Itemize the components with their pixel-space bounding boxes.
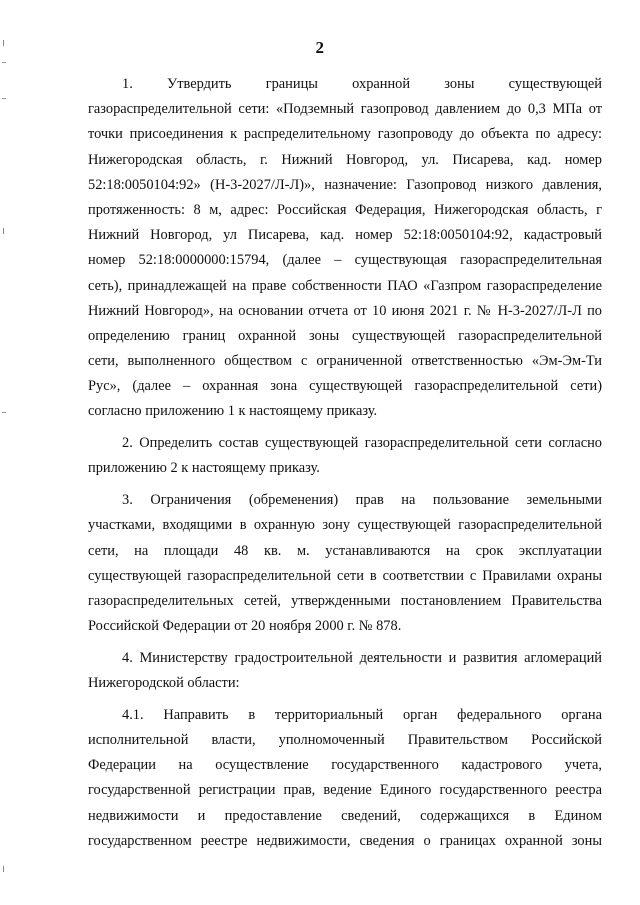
text-line: точки присоединения к распределительному газопроводу до объекта по адресу:: [88, 126, 602, 143]
paragraph-1: [88, 72, 602, 425]
text-line: Нижегородская область, г. Нижний Новгород, ул. Писарева, кад. номер: [88, 151, 602, 168]
text-line: газораспределительной сети: «Подземный газопровод давлением до 0,3 МПа от: [88, 101, 602, 118]
text-line: Федерации на осуществление государственного кадастрового учета,: [88, 757, 602, 774]
paragraph-4-1: [88, 703, 602, 854]
text-line: исполнительной власти, уполномоченный Правительством Российской: [88, 732, 602, 749]
text-line: 52:18:0050104:92» (Н-3-2027/Л-Л)», назначение: Газопровод низкого давления,: [88, 176, 602, 193]
text-line: 4. Министерству градостроительной деятельности и развития агломераций: [122, 649, 602, 666]
scan-edge-marks: [0, 0, 24, 905]
page-number: 2: [315, 38, 325, 57]
text-line: Российской Федерации от 20 ноября 2000 г. № 878.: [88, 618, 402, 635]
text-line: Нижний Новгород», на основании отчета от 10 июня 2021 г. № Н-3-2027/Л-Л по: [88, 302, 602, 319]
text-line: 3. Ограничения (обременения) прав на пользование земельными: [122, 492, 602, 509]
text-line: государственном реестре недвижимости, сведения о границах охранной зоны: [88, 832, 602, 849]
text-line: недвижимости и предоставление сведений, содержащихся в Едином: [88, 807, 602, 824]
text-line: Нижегородской области:: [88, 675, 240, 692]
text-line: протяженность: 8 м, адрес: Российская Федерация, Нижегородская область, г: [88, 201, 602, 218]
paragraph-4: [88, 646, 602, 696]
text-line: сети, выполненного обществом с ограниченной ответственностью «Эм-Эм-Ти: [88, 353, 602, 370]
text-line: 1. Утвердить границы охранной зоны существующей: [122, 76, 602, 92]
text-line: государственной регистрации прав, ведение Единого государственного реестра: [88, 782, 602, 799]
text-line: существующей газораспределительной сети в соответствии с Правилами охраны: [88, 567, 602, 584]
text-line: 2. Определить состав существующей газораспределительной сети согласно: [122, 435, 602, 452]
text-line: участками, входящими в охранную зону существующей газораспределительной: [88, 517, 602, 534]
paragraph-2: [88, 431, 602, 481]
text-line: согласно приложению 1 к настоящему приказу.: [88, 403, 378, 420]
text-line: Нижний Новгород, ул Писарева, кад. номер 52:18:0050104:92, кадастровый: [88, 227, 602, 244]
text-line: газораспределительных сетей, утвержденными постановлением Правительства: [88, 592, 602, 609]
text-line: сети, на площади 48 кв. м. устанавливаются на срок эксплуатации: [88, 542, 602, 559]
paragraph-3: [88, 488, 602, 639]
text-line: 4.1. Направить в территориальный орган федерального органа: [122, 706, 602, 723]
document-body: [88, 72, 602, 854]
text-line: сеть), принадлежащей на праве собственности ПАО «Газпром газораспределение: [88, 277, 602, 294]
text-line: Рус», (далее – охранная зона существующей газораспределительной сети): [88, 378, 602, 395]
text-line: номер 52:18:0000000:15794, (далее – существующая газораспределительная: [88, 252, 602, 269]
text-line: определению границ охранной зоны существующей газораспределительной: [88, 327, 602, 344]
text-line: приложению 2 к настоящему приказу.: [88, 460, 320, 477]
